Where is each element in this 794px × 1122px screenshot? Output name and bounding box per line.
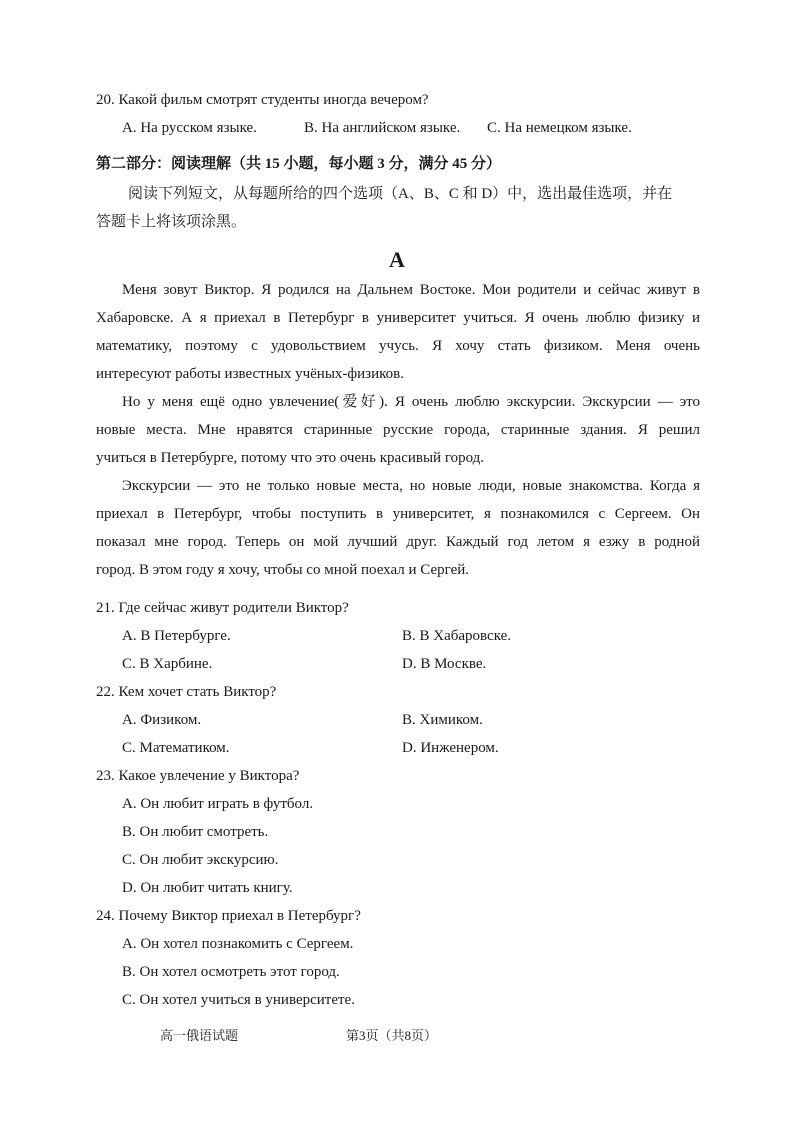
passage-line: новые места. Мне нравятся старинные русские города, старинные здания. Я решил: [96, 422, 700, 438]
q22-option-a: A. Физиком.: [122, 712, 202, 728]
passage-line: город. В этом году я хочу, чтобы со мной поехал и Сергей.: [96, 562, 470, 578]
passage-line: Но у меня ещё одно увлечение(爱好). Я очень люблю экскурсии. Экскурсии — это: [122, 394, 700, 410]
q20-option-a: A. На русском языке.: [122, 120, 257, 136]
q21-option-a: A. В Петербурге.: [122, 628, 231, 644]
q20-question: 20. Какой фильм смотрят студенты иногда вечером?: [96, 92, 429, 108]
passage-line: Меня зовут Виктор. Я родился на Дальнем Востоке. Мои родители и сейчас живут в: [122, 282, 700, 298]
q21-question: 21. Где сейчас живут родители Виктор?: [96, 600, 349, 616]
part2-instruction-line2: 答题卡上将该项涂黑。: [96, 214, 247, 230]
q23-option-c: C. Он любит экскурсию.: [122, 852, 279, 868]
part2-instruction-line1: 阅读下列短文，从每题所给的四个选项（A、B、C 和 D）中，选出最佳选项，并在: [128, 186, 673, 202]
q22-question: 22. Кем хочет стать Виктор?: [96, 684, 277, 700]
footer-subject: 高一俄语试题: [160, 1028, 239, 1043]
passage-title: A: [389, 247, 405, 272]
passage-line: Экскурсии — это не только новые места, но новые люди, новые знакомства. Когда я: [122, 478, 700, 494]
q21-option-d: D. В Москве.: [402, 656, 487, 672]
q20-option-b: B. На английском языке.: [304, 120, 461, 136]
passage-line: показал мне город. Теперь он мой лучший друг. Каждый год летом я езжу в родной: [96, 534, 700, 550]
passage-line: приехал в Петербург, чтобы поступить в университет, я познакомился с Сергеем. Он: [96, 506, 700, 522]
q23-option-a: A. Он любит играть в футбол.: [122, 796, 314, 812]
q20-option-c: C. На немецком языке.: [487, 120, 632, 136]
q22-option-c: C. Математиком.: [122, 740, 230, 756]
q23-option-d: D. Он любит читать книгу.: [122, 880, 293, 896]
part2-heading: 第二部分：阅读理解（共 15 小题，每小题 3 分，满分 45 分）: [96, 156, 502, 172]
q21-option-c: C. В Харбине.: [122, 656, 213, 672]
q23-option-b: B. Он любит смотреть.: [122, 824, 269, 840]
passage-line: Хабаровске. А я приехал в Петербург в университет учиться. Я очень люблю физику и: [96, 310, 700, 326]
q22-option-b: B. Химиком.: [402, 712, 483, 728]
q24-option-b: B. Он хотел осмотреть этот город.: [122, 964, 340, 980]
q22-option-d: D. Инженером.: [402, 740, 499, 756]
passage-line: математику, поэтому с удовольствием учусь. Я хочу стать физиком. Меня очень: [96, 338, 700, 354]
footer-page-number: 第3页（共8页）: [346, 1028, 438, 1043]
q24-option-a: A. Он хотел познакомить с Сергеем.: [122, 936, 354, 952]
q23-question: 23. Какое увлечение у Виктора?: [96, 768, 300, 784]
q24-question: 24. Почему Виктор приехал в Петербург?: [96, 908, 361, 924]
passage-line: интересуют работы известных учёных-физиков.: [96, 366, 404, 382]
passage-line: учиться в Петербурге, потому что это очень красивый город.: [96, 450, 485, 466]
q24-option-c: C. Он хотел учиться в университете.: [122, 992, 355, 1008]
q21-option-b: B. В Хабаровске.: [402, 628, 512, 644]
